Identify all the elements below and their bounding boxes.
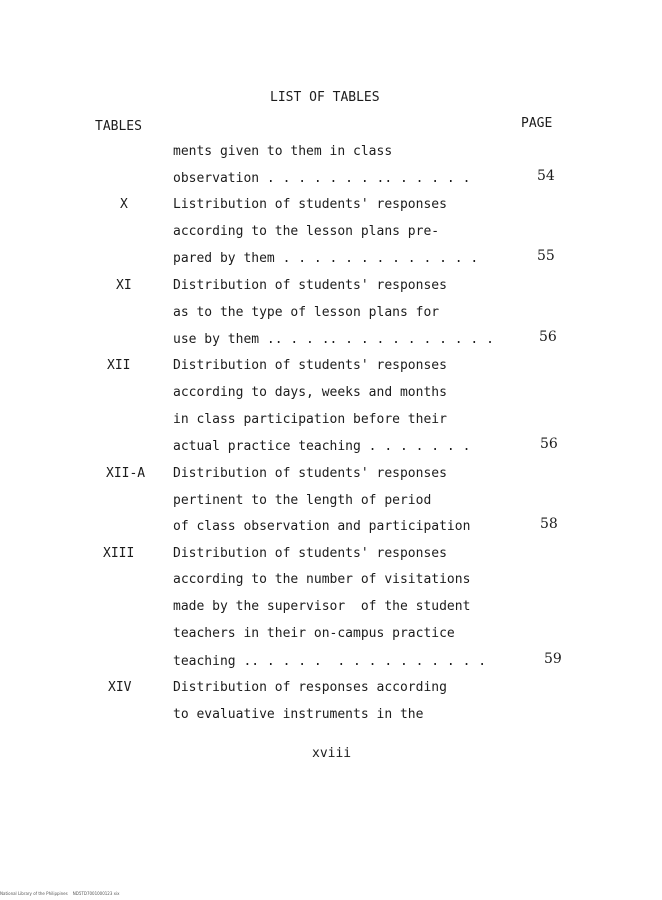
entry-line: teachers in their on-campus practice <box>173 626 455 641</box>
entry-line: of class observation and participation <box>173 519 471 534</box>
entry-line: Distribution of students' responses <box>173 466 447 481</box>
entry-line: as to the type of lesson plans for <box>173 305 440 320</box>
entry-line: made by the supervisor of the student <box>173 599 471 614</box>
page-number: xviii <box>312 746 352 761</box>
entry-line: to evaluative instruments in the <box>173 707 424 722</box>
entry-line: Distribution of students' responses <box>173 278 447 293</box>
continuation-line: ments given to them in class <box>173 144 393 159</box>
entry-page: 56 <box>540 436 558 452</box>
entry-line: pertinent to the length of period <box>173 493 432 508</box>
entry-line: actual practice teaching . . . . . . . <box>173 439 471 454</box>
table-number: X <box>120 197 128 212</box>
entry-line: Distribution of students' responses <box>173 546 447 561</box>
entry-line: Distribution of students' responses <box>173 358 447 373</box>
tables-column-header: TABLES <box>95 119 142 134</box>
continuation-line: observation . . . . . . . .. . . . . . <box>173 171 471 186</box>
entry-line: according to the number of visitations <box>173 572 471 587</box>
entry-line: according to the lesson plans pre- <box>173 224 440 239</box>
table-number: XI <box>116 278 132 293</box>
table-number: XII-A <box>106 466 146 481</box>
entry-line: in class participation before their <box>173 412 447 427</box>
entry-line: Listribution of students' responses <box>173 197 447 212</box>
entry-line: use by them .. . . .. . . . . . . . . . . <box>173 332 494 347</box>
entry-line: pared by them . . . . . . . . . . . . . <box>173 251 479 266</box>
page-column-header: PAGE <box>521 116 553 131</box>
entry-line: teaching .. . . . . . . . . . . . . . . <box>173 654 487 669</box>
entry-page: 55 <box>537 248 555 264</box>
entry-line: Distribution of responses according <box>173 680 447 695</box>
table-number: XII <box>107 358 131 373</box>
table-number: XIV <box>108 680 132 695</box>
continuation-page: 54 <box>537 168 555 184</box>
entry-page: 56 <box>539 329 557 345</box>
entry-page: 58 <box>540 516 558 532</box>
archive-footnote: National Library of the Philippines ND5TD7001000123 xix <box>0 891 120 896</box>
entry-line: according to days, weeks and months <box>173 385 447 400</box>
entry-page: 59 <box>544 651 562 667</box>
table-number: XIII <box>103 546 135 561</box>
page-title: LIST OF TABLES <box>270 90 380 105</box>
